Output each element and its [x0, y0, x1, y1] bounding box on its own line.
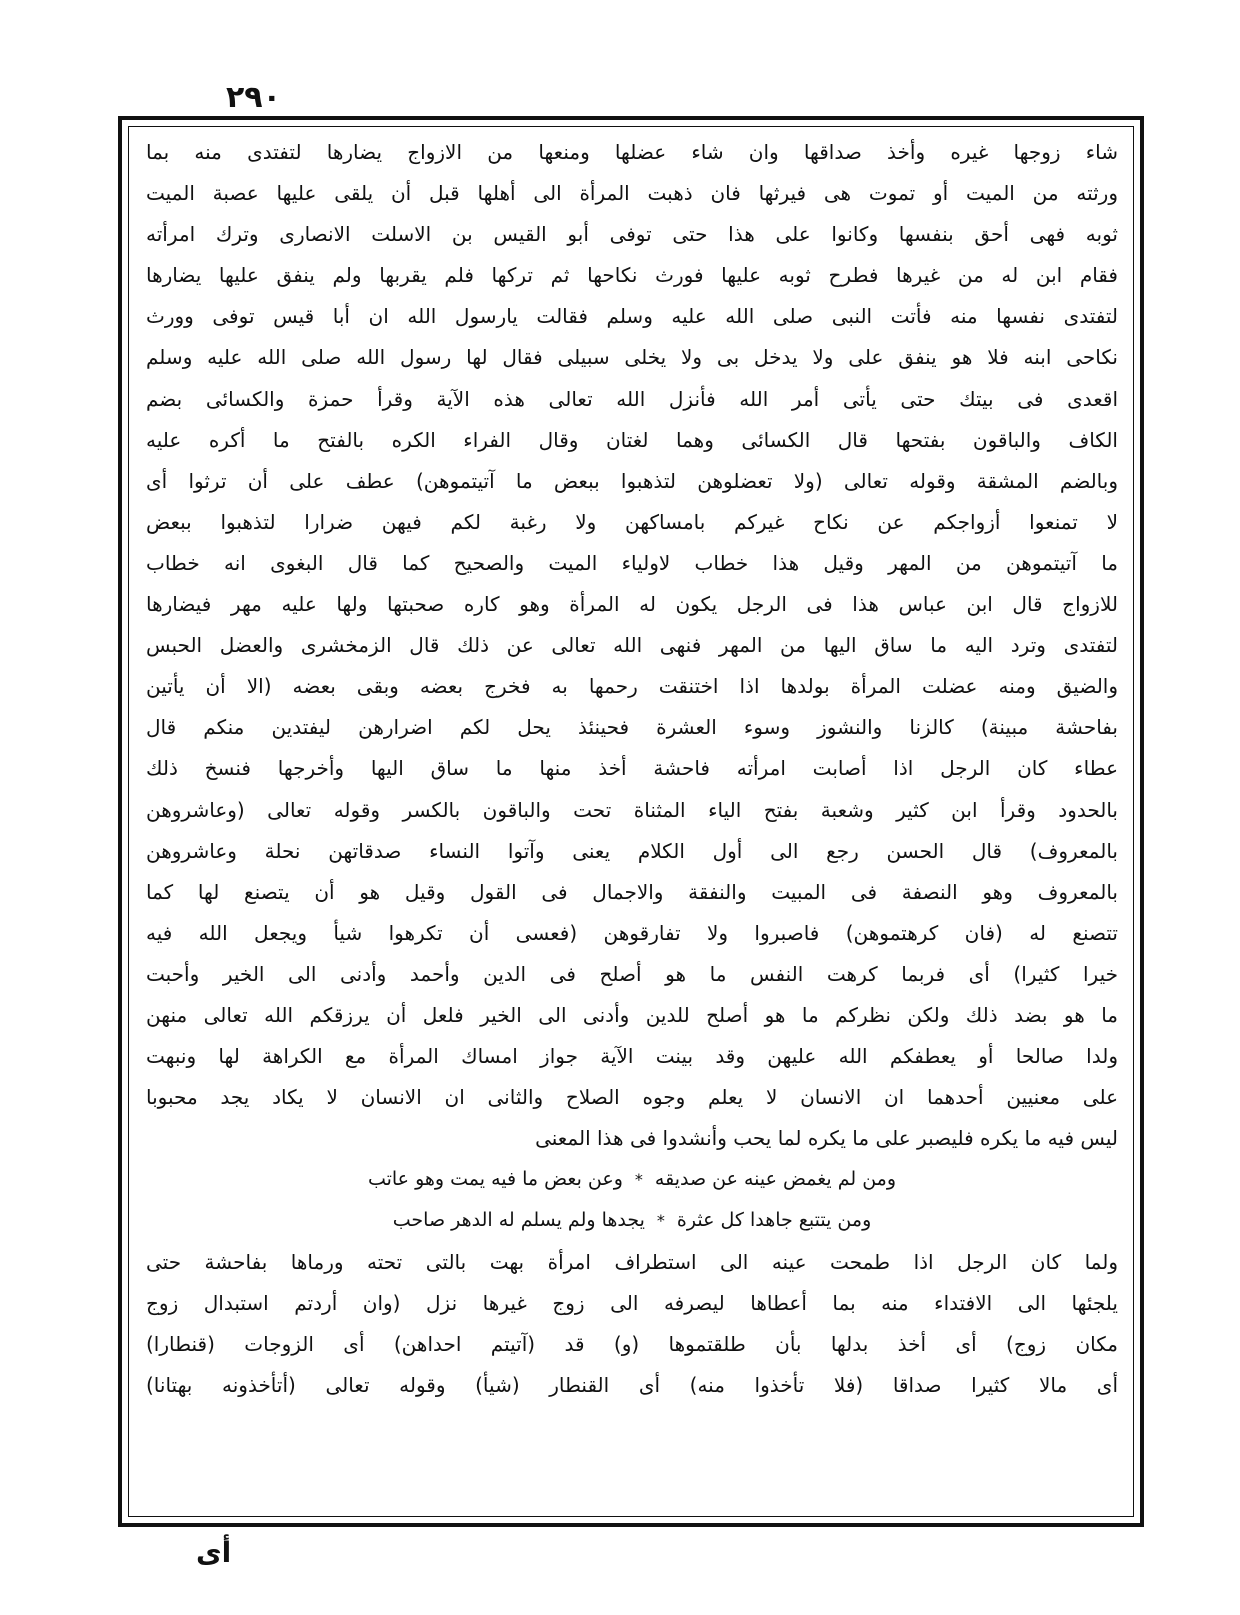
text-line: بالحدود وقرأ ابن كثير وشعبة بفتح الياء المثناة تحت والباقون بالكسر وقوله تعالى (وعاشروهن [146, 797, 1118, 822]
verse-hemistich-first: ومن لم يغمض عينه عن صديقه [654, 1168, 897, 1191]
text-line: بالمعروف) قال الحسن رجع الى أول الكلام يعنى وآتوا النساء صدقاتهن نحلة وعاشروهن [146, 838, 1118, 863]
text-line: لتفتدى نفسها منه فأتت النبى صلى الله عليه وسلم فقالت يارسول الله ان أبا قيس توفى وورث [146, 304, 1118, 329]
text-line: على معنيين أحدهما ان الانسان لا يعلم وجوه الصلاح والثانى ان الانسان لا يكاد يجد محبوبا [146, 1085, 1118, 1110]
page-number: ٢٩٠ [226, 80, 281, 115]
text-line: بفاحشة مبينة) كالزنا والنشوز وسوء العشرة فحينئذ يحل لكم اضرارهن ليفتدين منكم قال [146, 715, 1118, 740]
text-line: لا تمنعوا أزواجكم عن نكاح غيركم بامساكهن ولا رغبة لكم فيهن ضرارا لتذهبوا ببعض [146, 509, 1118, 534]
verse-hemistich-second: يجدها ولم يسلم له الدهر صاحب [392, 1209, 645, 1232]
verse-separator: * [634, 1170, 643, 1190]
text-line: نكاحى ابنه فلا هو ينفق على ولا يدخل بى ولا يخلى سبيلى فقال لها رسول الله صلى الله عليه وسلم [146, 345, 1118, 370]
catchword: أى [196, 1536, 232, 1569]
text-line: ليس فيه ما يكره فليصبر على ما يكره لما يحب وأنشدوا فى هذا المعنى [535, 1126, 1118, 1151]
text-line: ما آتيتموهن من المهر وقيل هذا خطاب لاولياء الميت والصحيح كما قال البغوى انه خطاب [146, 550, 1118, 575]
verse-separator: * [656, 1211, 665, 1231]
text-line: ثوبه فهى أحق بنفسها وكانوا على هذا حتى توفى أبو القيس بن الاسلت الانصارى وترك امرأته [146, 222, 1118, 247]
text-line: فقام ابن له من غيرها فطرح ثوبه عليها فورث نكاحها ثم تركها فلم يقربها ولم ينفق عليها يضارها [146, 263, 1118, 288]
text-line: ما هو بضد ذلك ولكن نظركم ما هو أصلح للدين وأدنى الى الخير فلعل أن يرزقكم الله تعالى منهن [146, 1002, 1118, 1027]
text-line: اقعدى فى بيتك حتى يأتى أمر الله فأنزل الله تعالى هذه الآية وقرأ حمزة والكسائى بضم [146, 386, 1118, 411]
text-line: ورثته من الميت أو تموت هى فيرثها فان ذهبت المرأة الى أهلها قبل أن يلقى عليها عصبة الميت [146, 181, 1118, 206]
text-line: تتصنع له (فان كرهتموهن) فاصبروا ولا تفارقوهن (فعسى أن تكرهوا شيأ ويجعل الله فيه [146, 920, 1118, 945]
text-line: وبالضم المشقة وقوله تعالى (ولا تعضلوهن لتذهبوا ببعض ما آتيتموهن) عطف على أن ترثوا أى [146, 468, 1118, 493]
text-line: الكاف والباقون بفتحها قال الكسائى وهما لغتان وقال الفراء الكره بالفتح ما أكره عليه [146, 427, 1118, 452]
text-line: والضيق ومنه عضلت المرأة بولدها اذا اختنقت رحمها به فخرج بعضه وبقى بعضه (الا أن يأتين [146, 674, 1118, 699]
verse-hemistich-second: وعن بعض ما فيه يمت وهو عاتب [367, 1168, 623, 1191]
text-line: ولدا صالحا أو يعطفكم الله عليهن وقد بينت الآية جواز امساك المرأة مع الكراهة لها ونبهت [146, 1044, 1118, 1069]
text-line: أى مالا كثيرا صداقا (فلا تأخذوا منه) أى القنطار (شيأ) وقوله تعالى (أتأخذونه بهتانا) [146, 1372, 1118, 1397]
text-line: خيرا كثيرا) أى فربما كرهت النفس ما هو أصلح فى الدين وأحمد وأدنى الى الخير وأحبت [146, 961, 1118, 986]
text-line: يلجئها الى الافتداء منه بما أعطاها ليصرفه الى زوج غيرها نزل (وان أردتم استبدال زوج [146, 1290, 1118, 1315]
text-line: لتفتدى وترد اليه ما ساق اليها من المهر فنهى الله تعالى عن ذلك قال الزمخشرى والعضل الحبس [146, 633, 1118, 658]
text-line: شاء زوجها غيره وأخذ صداقها وان شاء عضلها ومنعها من الازواج يضارها لتفتدى منه بما [146, 140, 1118, 164]
main-text [146, 132, 1118, 1511]
verse-line [146, 1159, 1118, 1200]
text-line: ولما كان الرجل اذا طمحت عينه الى استطراف امرأة بهت بالتى تحته ورماها بفاحشة حتى [146, 1249, 1118, 1274]
text-line: للازواج قال ابن عباس هذا فى الرجل يكون له المرأة وهو كاره صحبتها ولها عليه مهر فيضارها [146, 592, 1118, 617]
text-line: عطاء كان الرجل اذا أصابت امرأته فاحشة أخذ منها ما ساق اليها وأخرجها فنسخ ذلك [146, 756, 1118, 781]
text-line: مكان زوج) أى أخذ بدلها بأن طلقتموها (و) قد (آتيتم احداهن) أى الزوجات (قنطارا) [146, 1331, 1118, 1356]
text-line: بالمعروف وهو النصفة فى المبيت والنفقة والاجمال فى القول وقيل هو أن يتصنع لها كما [146, 879, 1118, 904]
page-frame [118, 116, 1144, 1527]
verse-hemistich-first: ومن يتتبع جاهدا كل عثرة [676, 1209, 872, 1232]
verse-line [146, 1200, 1118, 1241]
